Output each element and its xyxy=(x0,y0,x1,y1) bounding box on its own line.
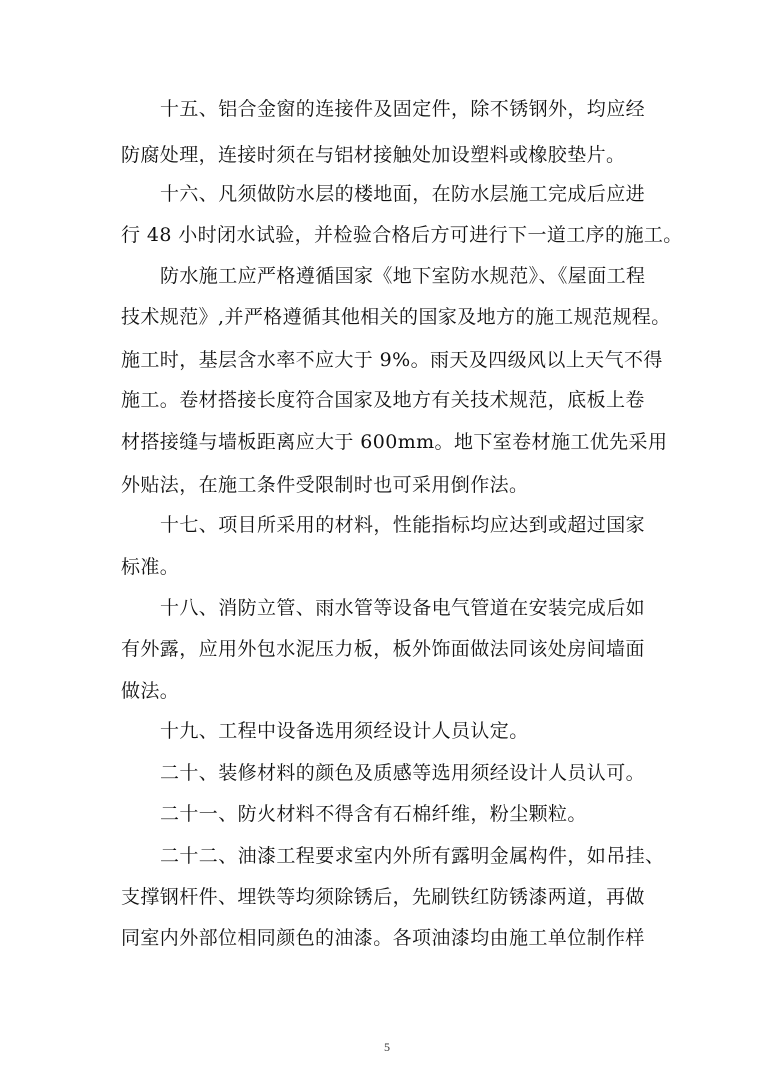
text-line: 同室内外部位相同颜色的油漆。各项油漆均由施工单位制作样 xyxy=(121,927,645,949)
text-line: 技术规范》,并严格遵循其他相关的国家及地方的施工规范规程。 xyxy=(121,306,671,328)
text-line: 二十、装修材料的颜色及质感等选用须经设计人员认可。 xyxy=(160,762,646,784)
text-line: 十九、工程中设备选用须经设计人员认定。 xyxy=(160,720,529,742)
text-line: 二十一、防火材料不得含有石棉纤维，粉尘颗粒。 xyxy=(160,803,587,825)
text-line: 十七、项目所采用的材料，性能指标均应达到或超过国家 xyxy=(160,514,646,536)
text-line: 行 48 小时闭水试验，并检验合格后方可进行下一道工序的施工。 xyxy=(121,224,683,246)
text-line: 标准。 xyxy=(121,556,180,578)
text-line: 防腐处理，连接时须在与铝材接触处加设塑料或橡胶垫片。 xyxy=(121,144,626,166)
text-line: 二十二、油漆工程要求室内外所有露明金属构件，如吊挂、 xyxy=(160,845,665,867)
text-line: 外贴法，在施工条件受限制时也可采用倒作法。 xyxy=(121,474,529,496)
text-line: 施工。卷材搭接长度符合国家及地方有关技术规范，底板上卷 xyxy=(121,389,645,411)
text-line: 有外露，应用外包水泥压力板，板外饰面做法同该处房间墙面 xyxy=(121,638,645,660)
page-number: 5 xyxy=(384,1040,390,1054)
text-line: 材搭接缝与墙板距离应大于 600mm。地下室卷材施工优先采用 xyxy=(121,431,668,453)
text-line: 支撑钢杆件、埋铁等均须除锈后，先刷铁红防锈漆两道，再做 xyxy=(121,886,645,908)
text-line: 十八、消防立管、雨水管等设备电气管道在安装完成后如 xyxy=(160,597,646,619)
text-line: 做法。 xyxy=(121,680,180,702)
text-line: 防水施工应严格遵循国家《地下室防水规范》、《屋面工程 xyxy=(160,265,646,287)
text-line: 十六、凡须做防水层的楼地面，在防水层施工完成后应进 xyxy=(160,183,646,205)
text-line: 十五、铝合金窗的连接件及固定件，除不锈钢外，均应经 xyxy=(160,98,646,120)
text-line: 施工时，基层含水率不应大于 9%。雨天及四级风以上天气不得 xyxy=(121,349,663,371)
